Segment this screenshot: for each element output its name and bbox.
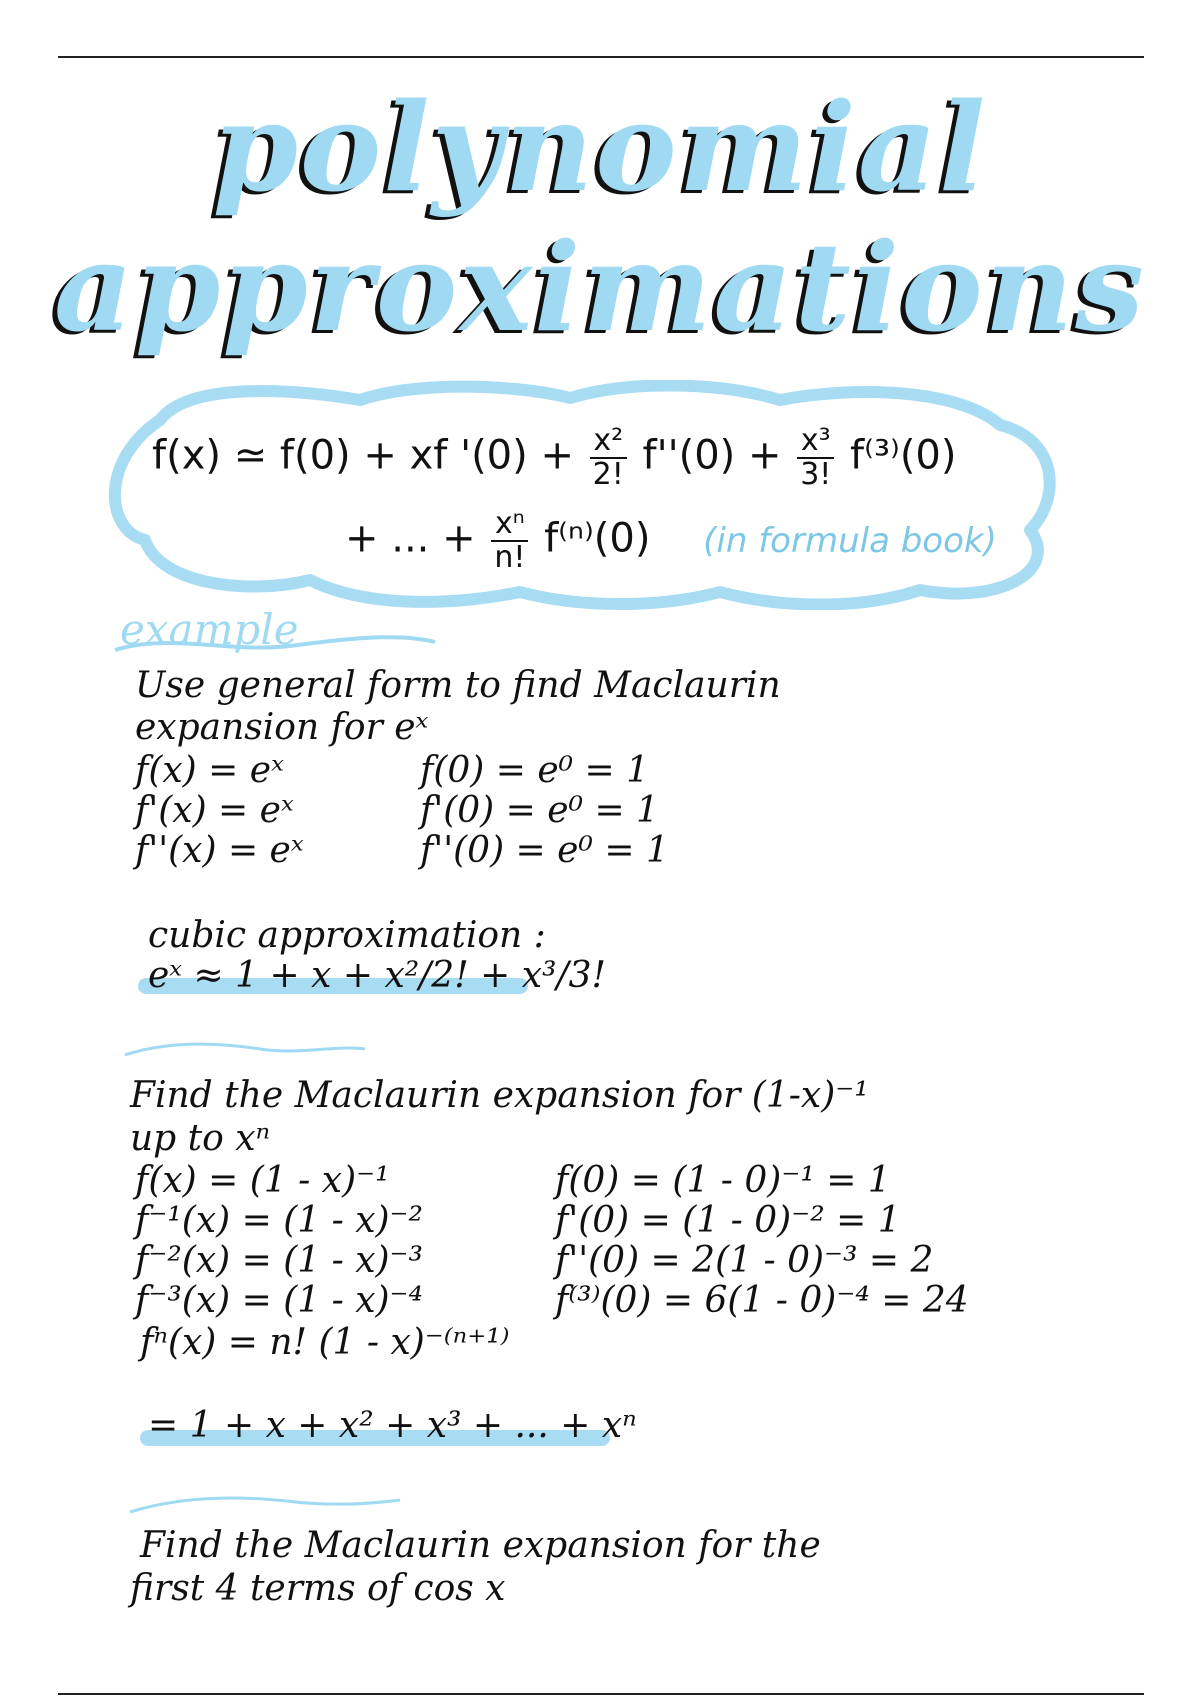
frac-numerator: xⁿ <box>491 508 528 542</box>
problem2-right-3: f''(0) = 2(1 - 0)⁻³ = 2 <box>555 1240 934 1281</box>
bottom-rule <box>58 1693 1144 1695</box>
problem2-left-5: fⁿ(x) = n! (1 - x)⁻⁽ⁿ⁺¹⁾ <box>140 1322 510 1363</box>
example-prompt-line-1: Use general form to find Maclaurin <box>135 665 781 706</box>
frac-numerator: x³ <box>797 425 834 459</box>
top-rule <box>58 56 1144 58</box>
example-right-1: f(0) = e⁰ = 1 <box>420 750 650 791</box>
maclaurin-formula-line-2 <box>345 508 997 573</box>
formula-lead: + ... + <box>345 515 476 562</box>
example-left-3: f''(x) = eˣ <box>135 830 304 871</box>
formula-term-3: f⁽³⁾(0) <box>850 432 957 479</box>
maclaurin-formula-line-1 <box>152 425 956 490</box>
divider-swash-1 <box>120 1035 370 1065</box>
problem2-left-2: f⁻¹(x) = (1 - x)⁻² <box>135 1200 423 1241</box>
formula-cloud-outline <box>100 380 1090 610</box>
frac-numerator: x² <box>590 425 627 459</box>
problem3-prompt-line-1: Find the Maclaurin expansion for the <box>140 1525 821 1566</box>
problem2-result: = 1 + x + x² + x³ + ... + xⁿ <box>148 1405 637 1446</box>
fraction-xn-over-n <box>491 508 528 573</box>
problem2-right-4: f⁽³⁾(0) = 6(1 - 0)⁻⁴ = 24 <box>555 1280 969 1321</box>
fraction-x2-over-2 <box>590 425 627 490</box>
problem2-right-1: f(0) = (1 - 0)⁻¹ = 1 <box>555 1160 891 1201</box>
problem2-prompt-line-2: up to xⁿ <box>130 1118 271 1159</box>
frac-denominator: 3! <box>800 456 832 492</box>
example-prompt-line-2: expansion for eˣ <box>135 707 429 748</box>
example-right-3: f''(0) = e⁰ = 1 <box>420 830 669 871</box>
formula-book-note: (in formula book) <box>703 520 997 561</box>
problem2-prompt-line-1: Find the Maclaurin expansion for (1-x)⁻¹ <box>130 1075 869 1116</box>
title-line-2: approximations <box>54 215 1146 359</box>
cubic-approximation-label: cubic approximation : <box>148 915 546 956</box>
divider-swash-2 <box>125 1490 405 1520</box>
fraction-x3-over-3 <box>797 425 834 490</box>
example-left-1: f(x) = eˣ <box>135 750 284 791</box>
problem2-left-1: f(x) = (1 - x)⁻¹ <box>135 1160 390 1201</box>
cubic-approximation-result: eˣ ≈ 1 + x + x²/2! + x³/3! <box>148 955 606 996</box>
problem2-right-2: f'(0) = (1 - 0)⁻² = 1 <box>555 1200 901 1241</box>
formula-lhs: f(x) ≃ f(0) + xf '(0) + <box>152 432 574 479</box>
problem2-left-4: f⁻³(x) = (1 - x)⁻⁴ <box>135 1280 423 1321</box>
example-right-2: f'(0) = e⁰ = 1 <box>420 790 659 831</box>
frac-denominator: n! <box>494 539 526 575</box>
formula-term-n: f⁽ⁿ⁾(0) <box>544 515 651 562</box>
problem2-left-3: f⁻²(x) = (1 - x)⁻³ <box>135 1240 423 1281</box>
title-line-1: polynomial <box>212 75 988 219</box>
example-label: example <box>120 605 299 654</box>
formula-term-2: f''(0) + <box>642 432 782 479</box>
frac-denominator: 2! <box>592 456 624 492</box>
example-left-2: f'(x) = eˣ <box>135 790 294 831</box>
problem3-prompt-line-2: first 4 terms of cos x <box>130 1568 506 1609</box>
